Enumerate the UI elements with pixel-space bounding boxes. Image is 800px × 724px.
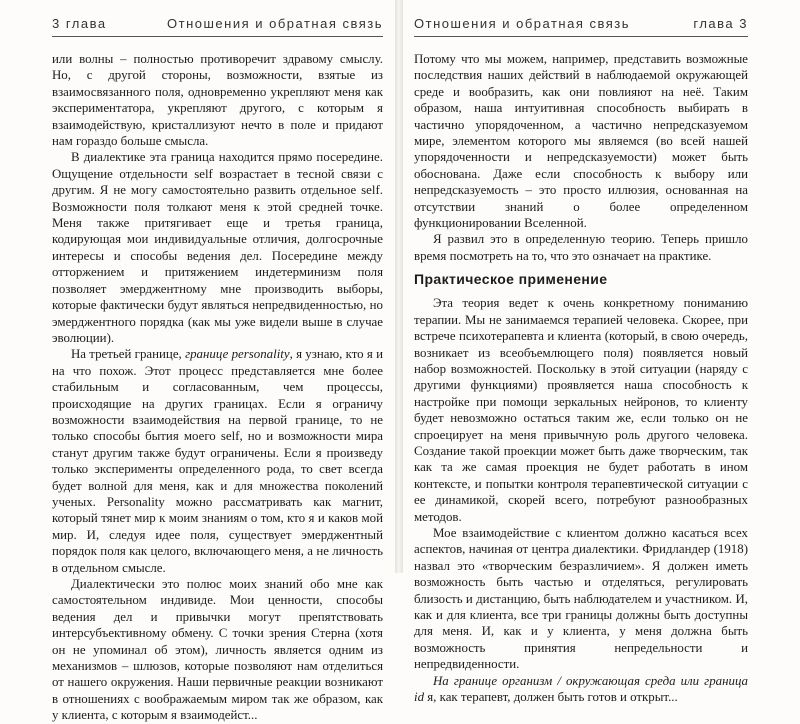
running-title: Отношения и обратная связь <box>414 15 630 31</box>
body-paragraph <box>52 346 383 576</box>
text-run: Потому что мы можем, например, представить возможные последствия наших действий в наблюдаемой окружающей среде и вообразить, как они повлияют на неё. Таким образом, наша интуитивная способность выбирать в частично упорядоченном, а частично непредсказуемом мире, элементом которого мы являемся (во всей нашей упорядоченности и непредсказуемости) может быть обоснована. Даже если способность к выбору или непредсказуемость – это просто иллюзия, основанная на отсутствии знаний о более определенном функционировании Вселенной. <box>414 52 748 231</box>
body-paragraph <box>52 149 383 346</box>
text-run: В диалектике эта граница находится прямо посередине. Ощущение отдельности self возрастает в тесной связи с другим. Я не могу самостоятельно развить отдельное self. Возможности поля толкают меня к этой средней точке. Меня также притягивает еще и третья граница, кодирующая мои индивидуальные отличия, долгосрочные интересы и способы ведения дел. Посередине между отторжением и притяжением индетерминизм поля позволяет эмерджентному мне производить выборы, которые фактически будут являться непредвиденностью, но эмерджентного порядка (как мы уже видели выше в случае эволюции). <box>52 150 383 345</box>
body-paragraph <box>414 673 748 706</box>
right-page <box>400 0 800 705</box>
text-run: Диалектически это полюс моих знаний обо мне как самостоятельном индивиде. Мои ценности, способы ведения дел и привычки могут препятствовать интерсубъективному обмену. С точки зрения Стерна (хотя он не упоминал об этом), личность является одним из механизмов – шлюзов, которые позволяют нам отделиться от нашего окружения. Наши первичные реакции возникают в отношениях с воображаемым миром так же образом, как у клиента, с которым я взаимодейст... <box>52 577 383 723</box>
right-page-header <box>414 10 748 37</box>
body-paragraph <box>52 51 383 149</box>
chapter-label: 3 глава <box>52 15 107 31</box>
italic-text: границе personality <box>185 347 290 362</box>
text-run: Мое взаимодействие с клиентом должно касаться всех аспектов, начиная от центра диалектики. Фридландер (1918) назвал это «творческим безразличием». Я должен иметь возможность быть частью и отделяться, регулировать близость и дистанцию, быть наблюдателем и участником. И, как и для клиента, все три границы должны быть доступны для меня. И, как и у клиента, у меня должна быть возможность принятия непредельности и непредвиденности. <box>414 525 748 672</box>
text-run: , я узнаю, кто я и на что похож. Этот процесс представляется мне более стабильным и согласованным, чем процессы, происходящие на других границах. Если я ограничу возможности взаимодействия на первой границе, то не только способы бытия моего self, но и возможности мира станут другим также будут ограничены. Если я произведу только эксперименты определенного рода, то свет всегда будет волной для меня, как и для множества поколений ученых. Personality можно рассматривать как магнит, который тянет мир к моим знаниям о том, кто я и каков мой мир. И, следуя идее поля, существует эмерджентный порядок поля как целого, включающего меня, а не личность в отдельном смысле. <box>52 347 383 575</box>
left-page <box>0 0 395 723</box>
chapter-label: глава 3 <box>693 15 748 31</box>
text-run: Я развил это в определенную теорию. Теперь пришло время посмотреть на то, что это означает на практике. <box>414 232 748 263</box>
body-paragraph <box>414 231 748 264</box>
body-paragraph <box>52 576 383 724</box>
body-paragraph <box>414 525 748 673</box>
body-paragraph <box>414 51 748 231</box>
text-run: или волны – полностью противоречит здравому смыслу. Но, с другой стороны, возможности, взятые из взаимосвязанного поля, одновременно укрепляют меня как экспериментатора, укрепляют другого, с которым я взаимодействую, кристаллизуют нечто в поле и придают нам гораздо больше смысла. <box>52 52 383 149</box>
section-heading: Практическое применение <box>414 271 608 288</box>
right-page-body <box>414 51 748 705</box>
left-page-header <box>52 10 383 37</box>
body-paragraph <box>414 295 748 525</box>
italic-text: На границе организм / окружающая среда или граница id <box>414 673 748 705</box>
text-run: я, как терапевт, должен быть готов и открыт... <box>424 690 678 705</box>
text-run: Эта теория ведет к очень конкретному пониманию терапии. Мы не занимаемся терапией человека. Скорее, при встрече психотерапевта и клиента (который, в свою очередь, возникает из всеобъемлющего поля) появляется новый набор возможностей. Поскольку в этой ситуации (наряду с другими функциями) проявляется наша способность к настройке при помощи зеркальных нейронов, то клиенту будет невозможно остаться таким же, если только он не спроецирует на меня привычную роль другого человека. Создание такой проекции может быть даже творческим, так как та же самая проекция не будет работать в ином контексте, и попытки контроля терапевтической ситуации с ее динамикой, скорей всего, потребуют разнообразных методов. <box>414 296 748 524</box>
left-page-body <box>52 51 383 724</box>
text-run: На третьей границе, <box>71 347 186 362</box>
running-title: Отношения и обратная связь <box>167 15 383 31</box>
